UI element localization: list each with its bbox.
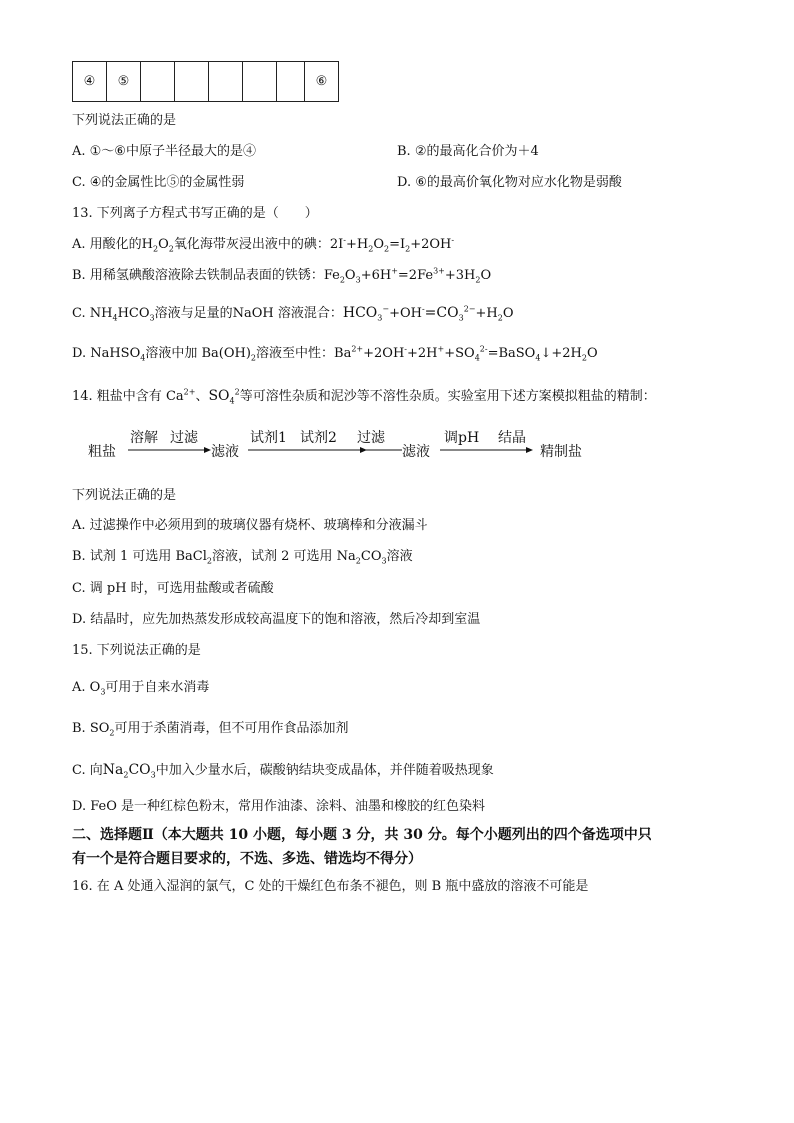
q14-option-a: A. 过滤操作中必须用到的玻璃仪器有烧杯、玻璃棒和分液漏斗 bbox=[72, 518, 428, 533]
q12-option-c: C. ④的金属性比⑤的金属性弱 bbox=[72, 175, 245, 190]
flow-step-filter: 过滤 bbox=[170, 430, 198, 446]
q13-stem: 13. 下列离子方程式书写正确的是（ ） bbox=[72, 206, 318, 221]
flow-arrow-overlay bbox=[80, 425, 600, 467]
flow-step-crystallize: 结晶 bbox=[498, 430, 526, 446]
section-2-heading-line1: 二、选择题Ⅱ（本大题共 10 小题，每小题 3 分，共 30 分。每个小题列出的四个备选项中只 bbox=[72, 827, 652, 843]
table-cell: ④ bbox=[73, 62, 107, 102]
q12-stem: 下列说法正确的是 bbox=[72, 113, 177, 128]
table-cell: ⑥ bbox=[305, 62, 339, 102]
flow-node-crude-salt: 粗盐 bbox=[88, 444, 116, 460]
section-2-heading-line2: 有一个是符合题目要求的，不选、多选、错选均不得分） bbox=[72, 851, 422, 867]
flow-step-reagent1: 试剂1 bbox=[250, 430, 287, 446]
q14-prompt: 下列说法正确的是 bbox=[72, 488, 177, 503]
table-cell bbox=[141, 62, 175, 102]
q12-option-b: B. ②的最高化合价为＋4 bbox=[397, 144, 539, 159]
q15-option-a: A. $O_3$可用于自来水消毒 bbox=[72, 680, 210, 697]
table-cell bbox=[175, 62, 209, 102]
table-cell bbox=[209, 62, 243, 102]
flow-step-dissolve: 溶解 bbox=[130, 430, 158, 446]
table-cell bbox=[243, 62, 277, 102]
flow-node-filtrate: 滤液 bbox=[211, 444, 239, 460]
table-cell bbox=[277, 62, 305, 102]
q12-option-d: D. ⑥的最高价氧化物对应水化物是弱酸 bbox=[397, 175, 622, 190]
q13-option-d: D. NaHSO$_4$溶液中加 $Ba(OH)_2$溶液至中性：$Ba^{2+}+2OH^-+2H^++SO_4^{2-}=BaSO_4↓+2H_2O$ bbox=[72, 344, 598, 363]
flow-step-reagent2: 试剂2 bbox=[300, 430, 337, 446]
q16-stem: 16. 在 A 处通入湿润的氯气，C 处的干燥红色布条不褪色，则 B 瓶中盛放的溶液不可能是 bbox=[72, 879, 589, 894]
q12-option-a: A. ①～⑥中原子半径最大的是④ bbox=[72, 144, 256, 159]
q14-option-c: C. 调 pH 时，可选用盐酸或者硫酸 bbox=[72, 581, 274, 596]
q13-option-a: A. 用酸化的$H_2O_2$氧化海带灰浸出液中的碘：$2I^-+H_2O_2=I_2+2OH^-$ bbox=[72, 235, 455, 254]
flow-step-filter-2: 过滤 bbox=[357, 430, 385, 446]
flow-step-adjust-ph: 调pH bbox=[444, 430, 480, 446]
q15-option-d: D. FeO 是一种红棕色粉末，常用作油漆、涂料、油墨和橡胶的红色染料 bbox=[72, 799, 486, 814]
q14-option-d: D. 结晶时，应先加热蒸发形成较高温度下的饱和溶液，然后冷却到室温 bbox=[72, 612, 481, 627]
q13-option-c: C. $NH_4HCO_3$溶液与足量的NaOH 溶液混合：$HCO_3^-+OH^-=CO_3^{2-}+H_2O$ bbox=[72, 304, 514, 323]
q14-stem: 14. 粗盐中含有 $Ca^{2+}$、$SO_4^2$等可溶性杂质和泥沙等不溶性杂质。实验室用下述方案模拟粗盐的精制： bbox=[72, 387, 656, 406]
q13-option-b: B. 用稀氢碘酸溶液除去铁制品表面的铁锈：$Fe_2O_3+6H^+=2Fe^{3+}+3H_2O$ bbox=[72, 266, 492, 285]
q15-option-c: C. 向$Na_2CO_3$中加入少量水后，碳酸钠结块变成晶体，并伴随着吸热现象 bbox=[72, 762, 494, 780]
periodic-table-fragment bbox=[72, 61, 339, 102]
q15-option-b: B. $SO_2$可用于杀菌消毒，但不可用作食品添加剂 bbox=[72, 721, 349, 738]
table-cell: ⑤ bbox=[107, 62, 141, 102]
flow-node-filtrate-2: 滤液 bbox=[402, 444, 430, 460]
q15-stem: 15. 下列说法正确的是 bbox=[72, 643, 201, 658]
q14-option-b: B. 试剂 1 可选用 BaCl$_2$溶液，试剂 2 可选用 $Na_2CO_3$溶液 bbox=[72, 549, 413, 566]
flow-node-refined-salt: 精制盐 bbox=[540, 444, 582, 460]
